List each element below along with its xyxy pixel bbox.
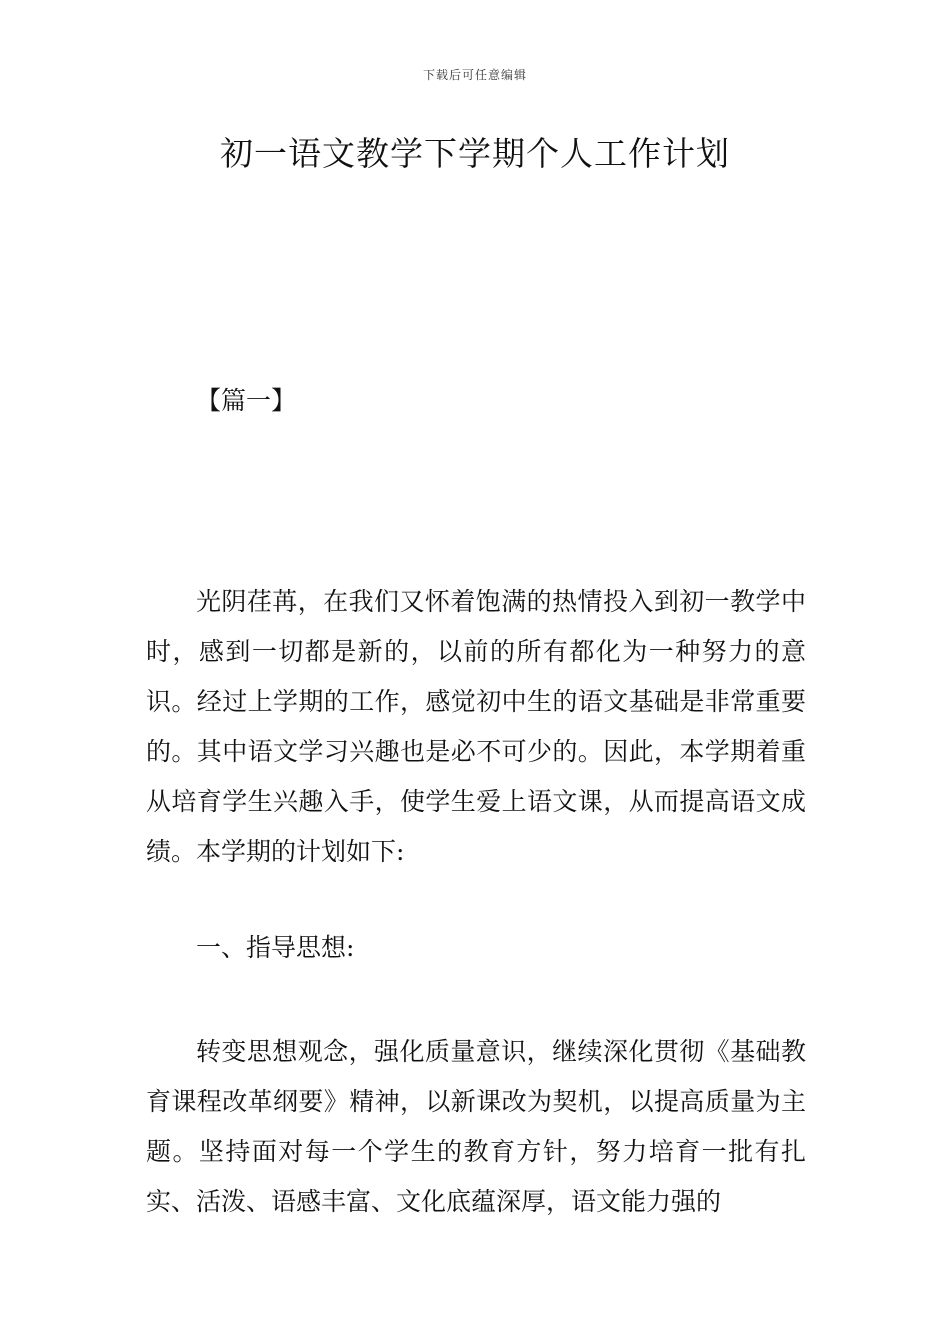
paragraph-intro: 光阴荏苒，在我们又怀着饱满的热情投入到初一教学中时，感到一切都是新的，以前的所有都化为一种努力的意识。经过上学期的工作，感觉初中生的语文基础是非常重要的。其中语文学习兴趣也是必不可少的。因此，本学期着重从培育学生兴趣入手，使学生爱上语文课，从而提高语文成绩。本学期的计划如下: [146, 587, 806, 866]
paragraph-heading-guiding-thought: 一、指导思想: [196, 933, 355, 962]
section-label: 【篇一】 [196, 386, 297, 415]
paragraph-guiding-thought: 转变思想观念，强化质量意识，继续深化贯彻《基础教育课程改革纲要》精神，以新课改为契机，以提高质量为主题。坚持面对每一个学生的教育方针，努力培育一批有扎实、活泼、语感丰富、文化底蕴深厚，语文能力强的 [146, 1037, 806, 1216]
document-title: 初一语文教学下学期个人工作计划 [220, 134, 730, 173]
header-note: 下载后可任意编辑 [422, 68, 527, 82]
